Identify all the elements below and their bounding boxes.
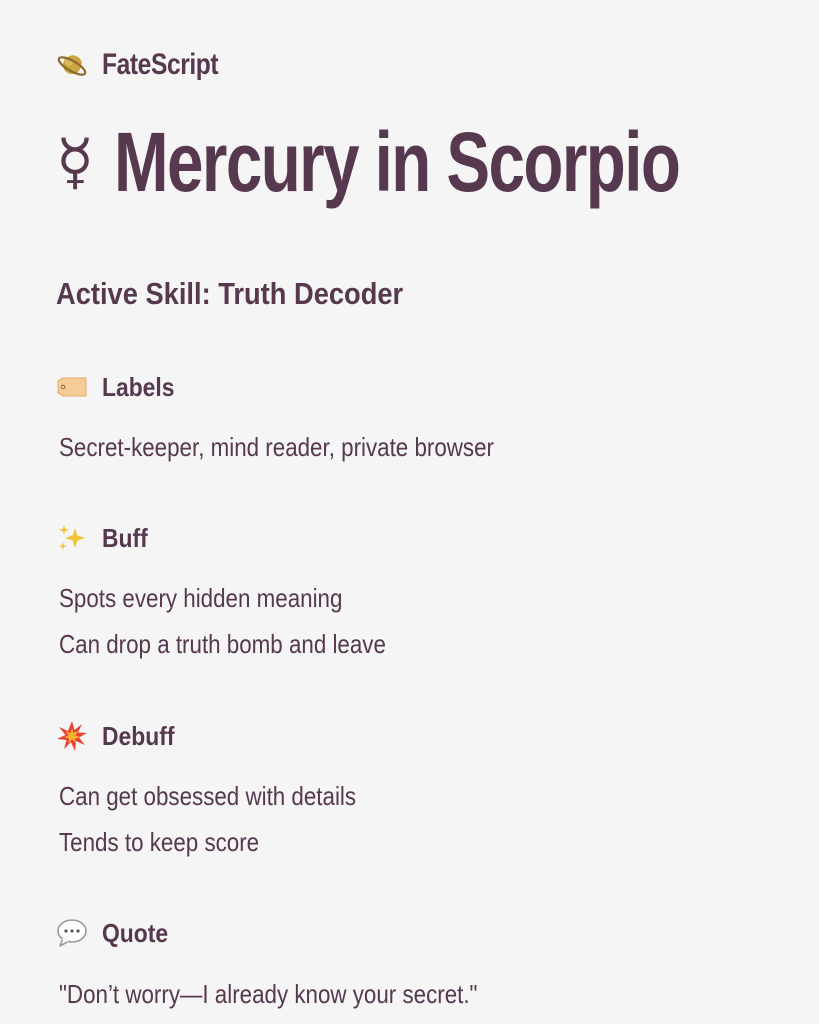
speech-bubble-icon [56,917,88,949]
quote-line: "Don’t worry—I already know your secret." [59,979,478,1009]
active-skill-heading: Active Skill: Truth Decoder [56,276,404,311]
debuff-line-1: Can get obsessed with details [59,781,357,811]
headline-title: Mercury in Scorpio [114,115,680,209]
section-debuff-header [56,719,184,753]
section-title-debuff: Debuff [102,720,175,751]
mercury-symbol: ☿ [56,125,95,198]
sparkles-icon [56,522,88,554]
section-labels-header [56,370,184,404]
collision-icon [56,720,88,752]
brand-name: FateScript [102,48,219,81]
tag-icon [56,371,88,403]
page-title [56,112,819,212]
ringed-planet-icon [56,49,88,81]
section-title-quote: Quote [102,917,169,948]
section-title-labels: Labels [102,371,175,402]
buff-line-2: Can drop a truth bomb and leave [59,629,386,659]
debuff-line-2: Tends to keep score [59,827,260,857]
section-quote-header [56,916,177,950]
section-title-buff: Buff [102,522,148,553]
labels-line: Secret-keeper, mind reader, private browser [59,432,494,462]
brand [56,44,244,86]
buff-line-1: Spots every hidden meaning [59,583,343,613]
section-buff-header [56,521,154,555]
